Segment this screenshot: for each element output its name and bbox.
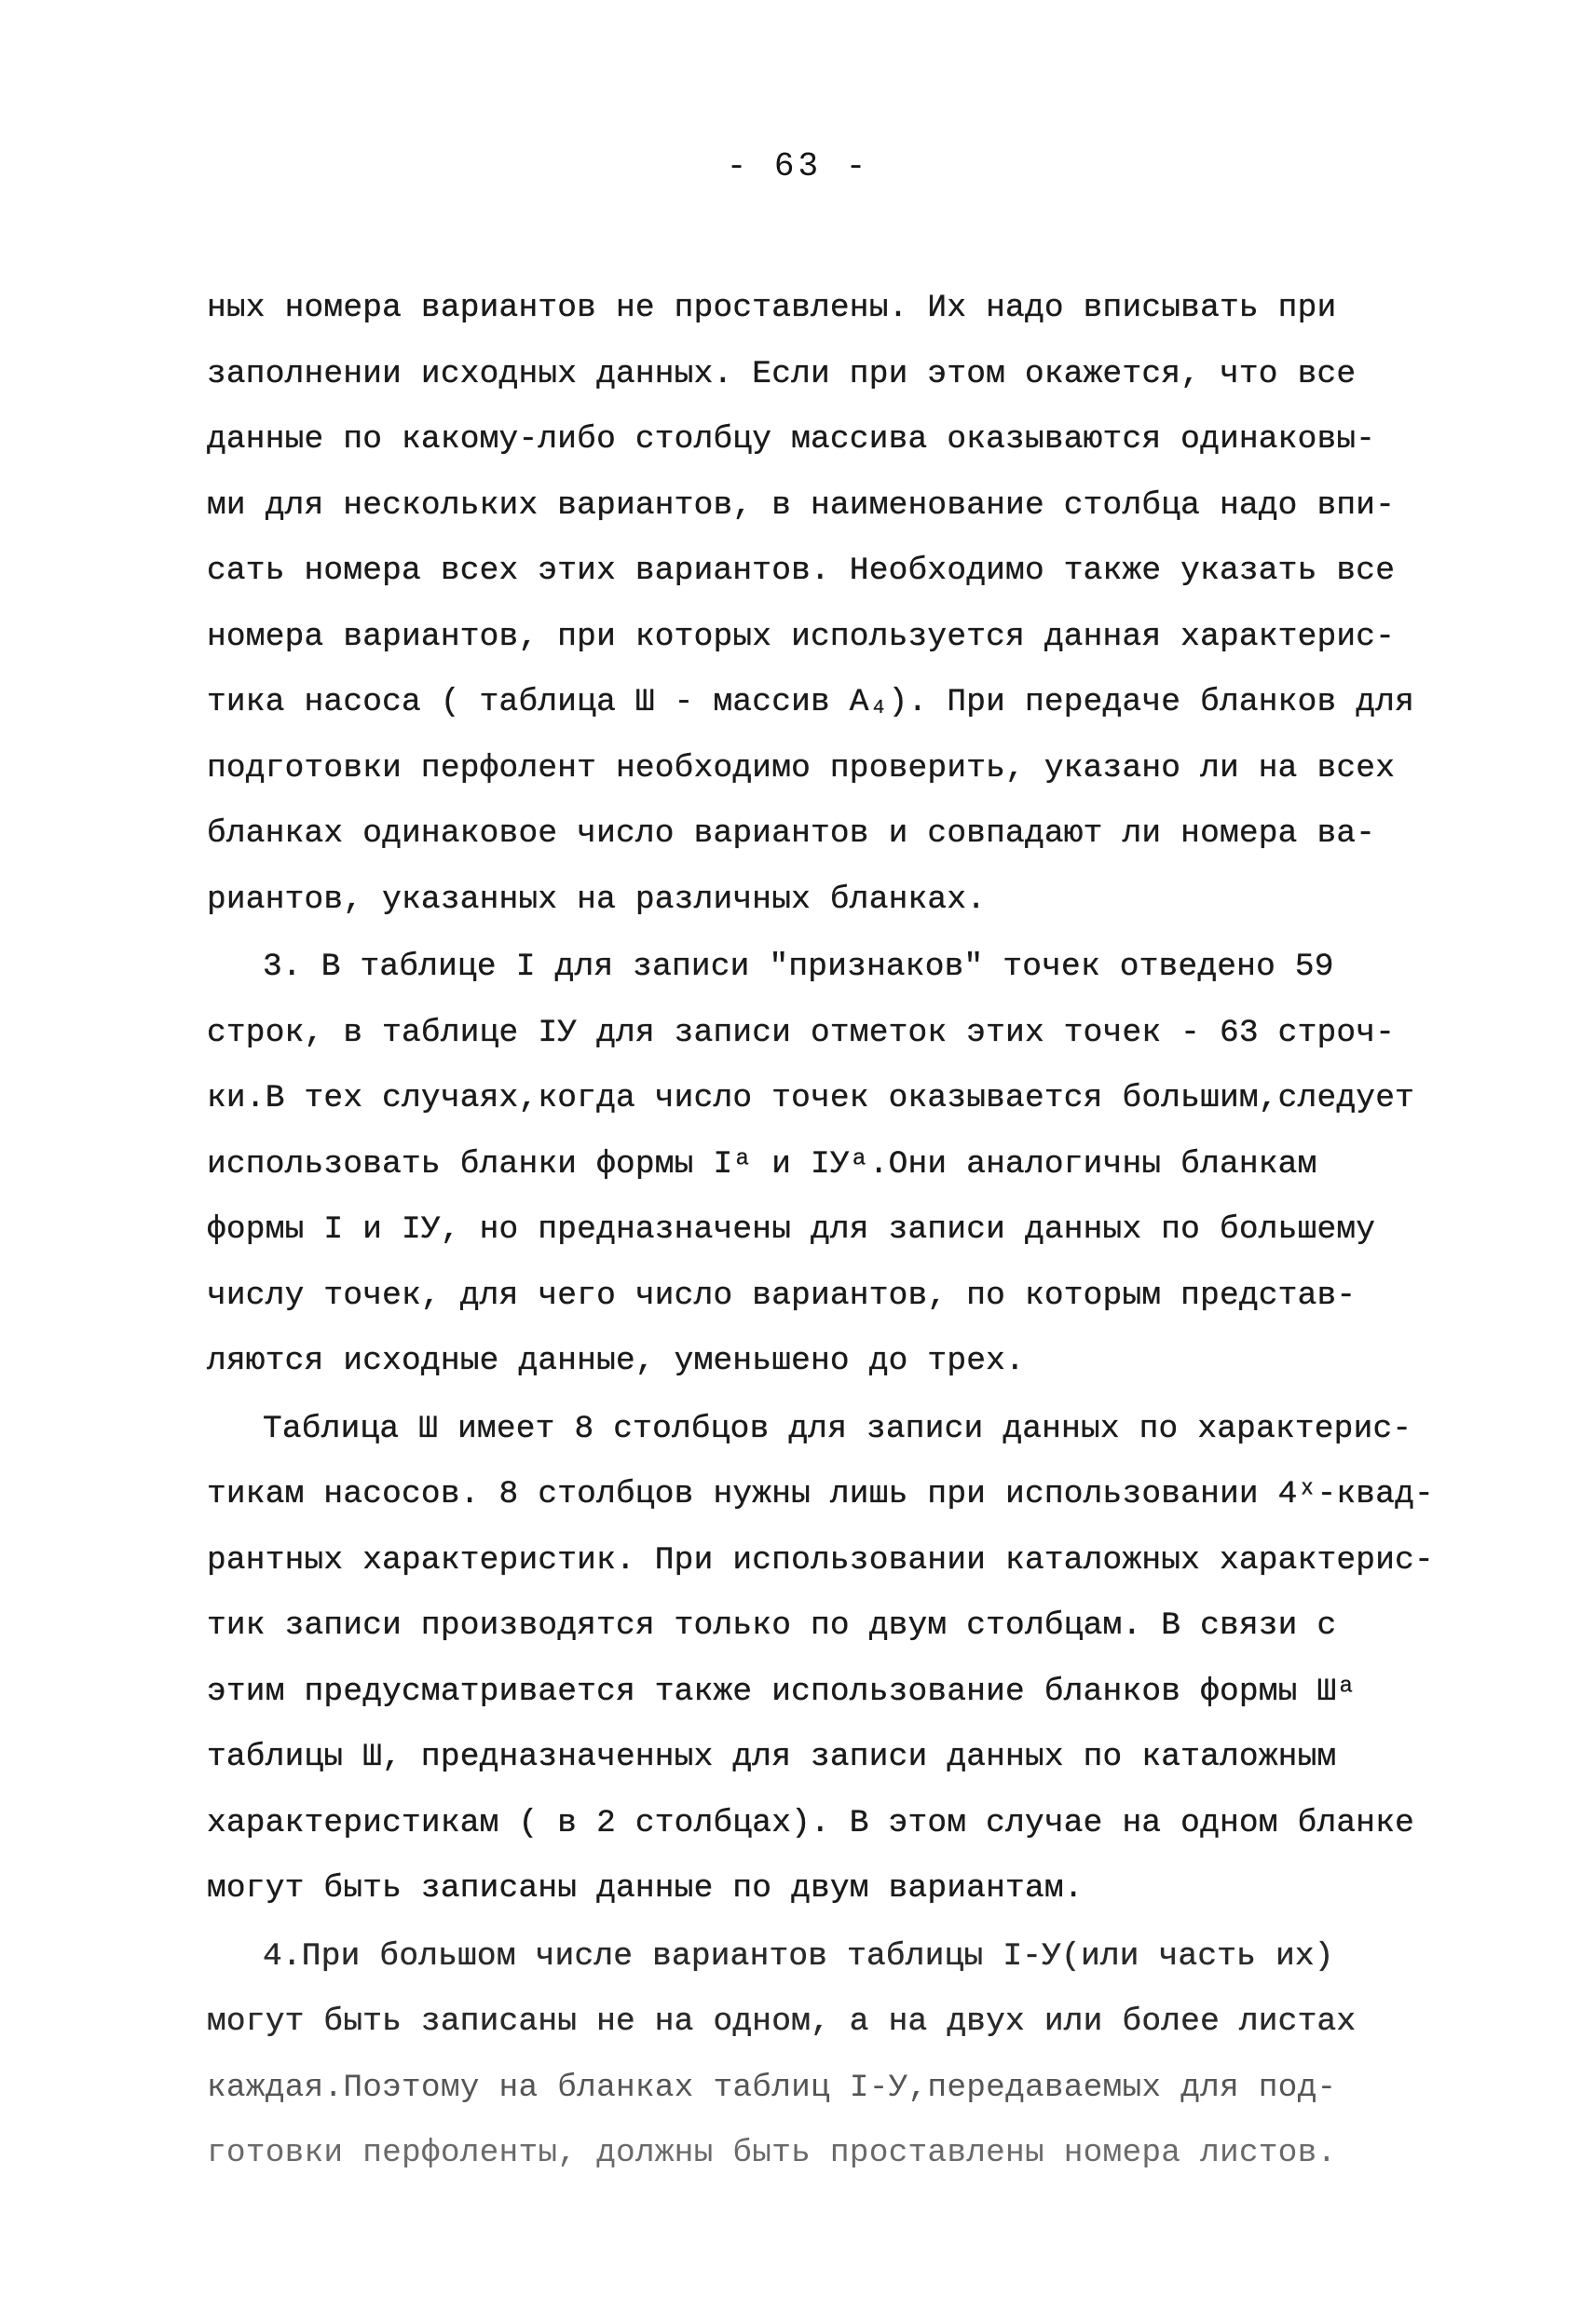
paragraph-table-3 — [207, 1395, 1446, 1922]
text-line: тика насоса ( таблица Ш - массив А₄). При передаче бланков для — [207, 684, 1415, 720]
text-line: тикам насосов. 8 столбцов нужны лишь при использовании 4ˣ-квад- — [207, 1476, 1434, 1512]
text-line: данные по какому-либо столбцу массива оказываются одинаковы- — [207, 421, 1376, 458]
text-line: строк, в таблице IУ для записи отметок этих точек - 63 строч- — [207, 1014, 1396, 1051]
body-text — [207, 276, 1446, 2187]
text-line: ных номера вариантов не проставлены. Их надо вписывать при — [207, 290, 1337, 326]
text-line: этим предусматривается также использование бланков формы Шᵃ — [207, 1673, 1357, 1710]
text-line: таблицы Ш, предназначенных для записи данных по каталожным — [207, 1739, 1337, 1775]
text-line: могут быть записаны не на одном, а на двух или более листах — [207, 2003, 1357, 2040]
text-line: подготовки перфолент необходимо проверить, указано ли на всех — [207, 749, 1396, 786]
text-line: сать номера всех этих вариантов. Необходимо также указать все — [207, 553, 1396, 589]
text-line: бланках одинаковое число вариантов и совпадают ли номера ва- — [207, 815, 1376, 852]
text-line: заполнении исходных данных. Если при этом окажется, что все — [207, 355, 1357, 392]
text-line: 4.При большом числе вариантов таблицы I-У(или часть их) — [263, 1937, 1334, 1975]
text-line: готовки перфоленты, должны быть проставлены номера листов. — [207, 2135, 1337, 2171]
text-line: ляются исходные данные, уменьшено до трех. — [207, 1343, 1025, 1379]
text-line: числу точек, для чего число вариантов, по которым представ- — [207, 1277, 1357, 1314]
text-line: ки.В тех случаях,когда число точек оказывается большим,следует — [207, 1080, 1415, 1116]
text-line: номера вариантов, при которых используется данная характерис- — [207, 618, 1396, 655]
text-line: 3. В таблице I для записи "признаков" точек отведено 59 — [263, 949, 1334, 985]
paragraph-continuation — [207, 276, 1446, 933]
text-line: могут быть записаны данные по двум вариантам. — [207, 1870, 1084, 1907]
page-number: - 63 - — [726, 147, 870, 185]
text-line: характеристикам ( в 2 столбцах). В этом случае на одном бланке — [207, 1804, 1415, 1841]
paragraph-item-3 — [207, 933, 1446, 1395]
text-line: ми для нескольких вариантов, в наименование столбца надо впи- — [207, 486, 1396, 524]
paragraph-item-4 — [207, 1922, 1446, 2187]
text-line: использовать бланки формы Iᵃ и IУᵃ.Они аналогичны бланкам — [207, 1145, 1317, 1183]
text-line: Таблица Ш имеет 8 столбцов для записи данных по характерис- — [263, 1410, 1412, 1447]
text-line: рантных характеристик. При использовании каталожных характерис- — [207, 1541, 1434, 1579]
text-line: каждая.Поэтому на бланках таблиц I-У,передаваемых для под- — [207, 2069, 1337, 2106]
text-line: тик записи производятся только по двум столбцам. В связи с — [207, 1607, 1337, 1644]
text-line: формы I и IУ, но предназначены для записи данных по большему — [207, 1211, 1376, 1248]
text-line: риантов, указанных на различных бланках. — [207, 881, 987, 918]
